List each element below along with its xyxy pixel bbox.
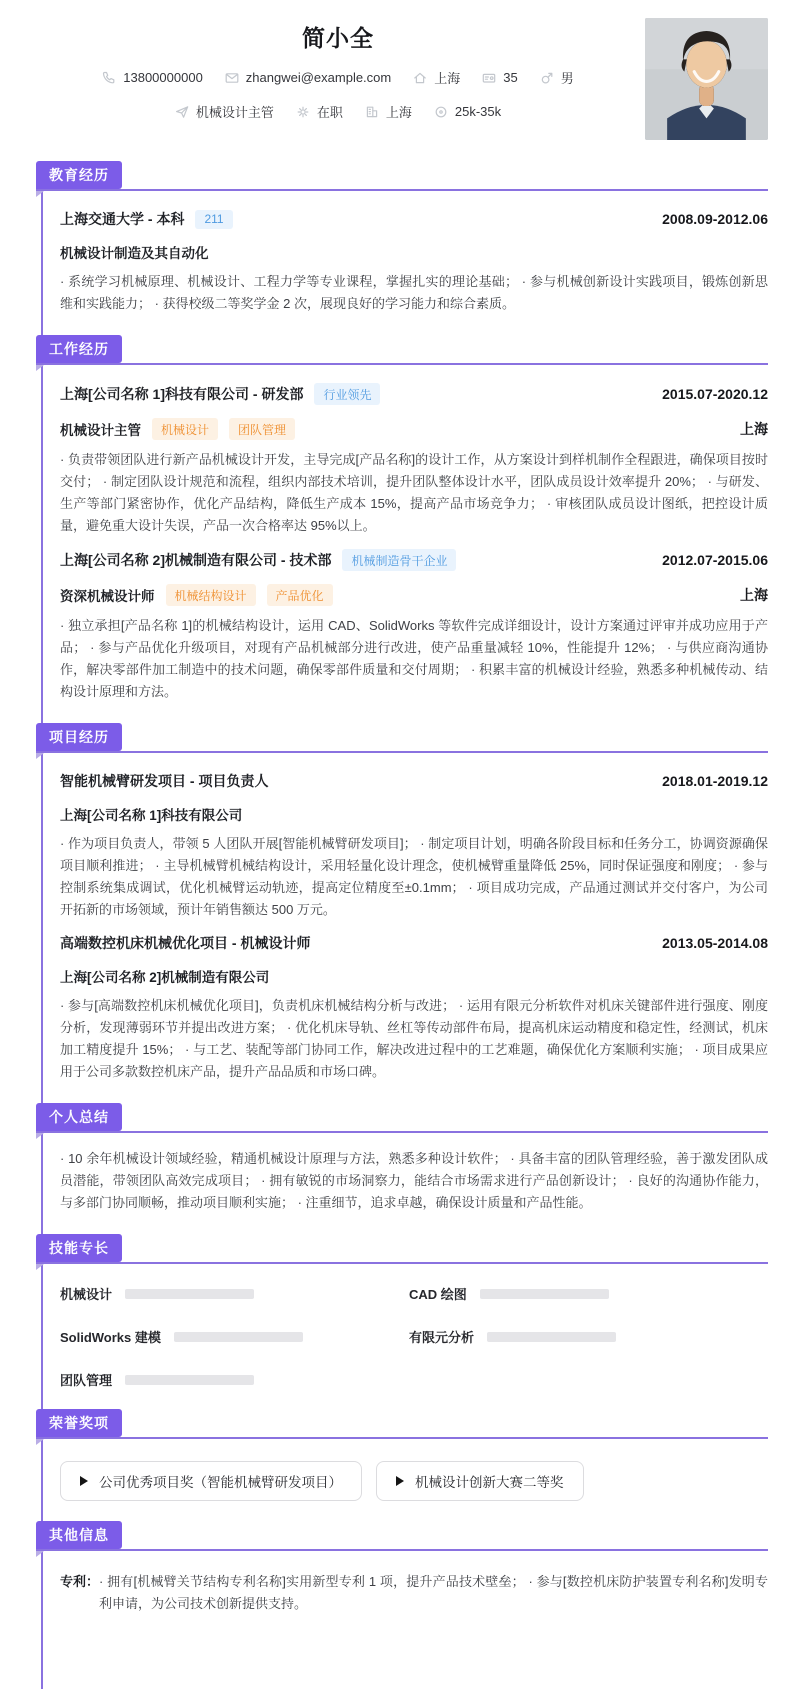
- city-item: [365, 102, 412, 121]
- education-description: · 系统学习机械原理、机械设计、工程力学等专业课程，掌握扎实的理论基础； · 参与机械创新设计实践项目，锻炼创新思维和实践能力； · 获得校级二等奖学金 2 次，展现良好的学习能力和综合素质。: [60, 274, 768, 311]
- section-projects-badge: 项目经历: [36, 723, 122, 751]
- award-chip[interactable]: [60, 1461, 362, 1501]
- status-gear-icon: [296, 105, 310, 119]
- skills-grid: [60, 1284, 768, 1389]
- education-date: 2008.09-2012.06: [662, 211, 768, 227]
- section-awards: [43, 1409, 768, 1521]
- skill-label: SolidWorks 建模: [60, 1330, 161, 1345]
- section-other-badge: 其他信息: [36, 1521, 122, 1549]
- work-description: · 独立承担[产品名称 1]的机械结构设计，运用 CAD、SolidWorks 等软件完成详细设计，设计方案通过评审并成功应用于产品； · 参与产品优化升级项目，对现有产品机械部分进行改进，使产品重量减轻 10%，性能提升 12%； · 与供应商沟通协作，解决零部件加工制造中的技术问题，确保零部件质量和交付周期； · 积累丰富的机械设计经验，熟悉多种机械传动、结构设计原理和方法。: [60, 618, 768, 699]
- play-triangle-icon: [80, 1476, 88, 1486]
- project-date: 2013.05-2014.08: [662, 935, 768, 951]
- job-location: 上海: [740, 587, 768, 603]
- section-other: [43, 1521, 768, 1635]
- section-work-header: [36, 335, 768, 365]
- skill-label: 有限元分析: [409, 1330, 475, 1345]
- skill-item: [60, 1327, 409, 1346]
- skill-item: [409, 1284, 768, 1303]
- section-other-header: [36, 1521, 768, 1551]
- skill-label: CAD 绘图: [409, 1287, 467, 1302]
- section-projects-header: [36, 723, 768, 753]
- job-skill-tag: 机械结构设计: [166, 584, 256, 606]
- position-item: [175, 102, 274, 121]
- section-awards-badge: 荣誉奖项: [36, 1409, 122, 1437]
- school-name: 上海交通大学 - 本科: [60, 211, 185, 227]
- contact-row-1: [0, 68, 676, 87]
- salary-item: [434, 104, 501, 119]
- project-entry-heading: [60, 933, 768, 953]
- section-education-badge: 教育经历: [36, 161, 122, 189]
- skill-item: [60, 1370, 409, 1389]
- email-item: [225, 70, 391, 85]
- section-education-header: [36, 161, 768, 191]
- project-entry: [60, 933, 768, 1083]
- work-entry-heading: [60, 549, 768, 571]
- email-value: zhangwei@example.com: [245, 70, 392, 85]
- job-location: 上海: [740, 421, 768, 437]
- salary-value: 25k-35k: [454, 104, 502, 119]
- education-entry-heading: [60, 209, 768, 229]
- skill-label: 团队管理: [60, 1373, 113, 1388]
- work-date: 2012.07-2015.06: [662, 552, 768, 568]
- job-title: 资深机械设计师: [60, 589, 155, 604]
- project-entry: [60, 771, 768, 921]
- home-icon: [413, 71, 427, 85]
- phone-item: [102, 70, 203, 85]
- contact-row-2: [0, 102, 676, 121]
- position-icon: [175, 105, 189, 119]
- section-skills: [43, 1234, 768, 1409]
- section-skills-header: [36, 1234, 768, 1264]
- company-tag: 行业领先: [314, 383, 380, 405]
- skill-label: 机械设计: [60, 1287, 113, 1302]
- resume-header: [0, 0, 794, 131]
- status-item: [296, 102, 343, 121]
- section-summary-header: [36, 1103, 768, 1133]
- play-triangle-icon: [396, 1476, 404, 1486]
- section-summary-badge: 个人总结: [36, 1103, 122, 1131]
- company-name: 上海[公司名称 1]科技有限公司 - 研发部: [60, 386, 304, 402]
- project-company-row: [60, 966, 768, 986]
- skill-item: [409, 1327, 768, 1346]
- gender-icon: [540, 71, 554, 85]
- location-value: 上海: [434, 71, 461, 86]
- resume-body: [41, 161, 768, 1689]
- work-entry-title-row: [60, 584, 768, 606]
- work-date: 2015.07-2020.12: [662, 386, 768, 402]
- job-skill-tag: 产品优化: [267, 584, 333, 606]
- skill-bar: [125, 1375, 254, 1385]
- section-work-badge: 工作经历: [36, 335, 122, 363]
- award-label: 公司优秀项目奖（智能机械臂研发项目）: [99, 1475, 342, 1490]
- company-tag: 机械制造骨干企业: [342, 549, 456, 571]
- section-summary: [43, 1103, 768, 1234]
- work-entry-title-row: [60, 418, 768, 440]
- mail-icon: [225, 71, 239, 85]
- building-icon: [365, 105, 379, 119]
- school-tag-211: 211: [195, 210, 232, 229]
- status-value: 在职: [316, 105, 343, 120]
- project-title: 智能机械臂研发项目 - 项目负责人: [60, 773, 269, 789]
- profile-photo: [645, 18, 768, 140]
- project-company: 上海[公司名称 1]科技有限公司: [60, 808, 243, 823]
- skill-bar: [480, 1289, 609, 1299]
- award-label: 机械设计创新大赛二等奖: [415, 1475, 564, 1490]
- project-date: 2018.01-2019.12: [662, 773, 768, 789]
- section-education: [43, 161, 768, 335]
- project-entry-heading: [60, 771, 768, 791]
- candidate-name: 简小全: [302, 25, 374, 51]
- skill-item: [60, 1284, 409, 1303]
- patent-label: 专利：: [60, 1574, 100, 1589]
- position-value: 机械设计主管: [195, 105, 274, 120]
- education-major: [60, 242, 768, 262]
- phone-value: 13800000000: [123, 70, 203, 85]
- skill-bar: [487, 1332, 616, 1342]
- skill-bar: [174, 1332, 303, 1342]
- age-value: 35: [503, 70, 518, 85]
- location-item: [413, 68, 460, 87]
- patent-text: · 拥有[机械臂关节结构专利名称]实用新型专利 1 项，提升产品技术壁垒； · 参与[数控机床防护装置专利名称]发明专利申请，为公司技术创新提供支持。: [99, 1574, 768, 1611]
- section-projects: [43, 723, 768, 1103]
- major-name: 机械设计制造及其自动化: [60, 246, 209, 261]
- project-title: 高端数控机床机械优化项目 - 机械设计师: [60, 935, 311, 951]
- summary-description: · 10 余年机械设计领域经验，精通机械设计原理与方法，熟悉多种设计软件； · 具备丰富的团队管理经验，善于激发团队成员潜能，带领团队高效完成项目； · 拥有敏锐的市场洞察力，能结合市场需求进行产品创新设计； · 良好的沟通协作能力，与多部门协同顺畅，推动项目顺利实施； · 注重细节，追求卓越，确保设计质量和产品性能。: [60, 1151, 768, 1210]
- job-skill-tag: 团队管理: [229, 418, 295, 440]
- awards-list: [60, 1461, 768, 1501]
- project-company: 上海[公司名称 2]机械制造有限公司: [60, 970, 270, 985]
- work-entry: [60, 549, 768, 703]
- age-item: [482, 70, 517, 85]
- salary-target-icon: [434, 105, 448, 119]
- company-name: 上海[公司名称 2]机械制造有限公司 - 技术部: [60, 552, 332, 568]
- section-awards-header: [36, 1409, 768, 1439]
- city-value: 上海: [385, 105, 412, 120]
- project-company-row: [60, 804, 768, 824]
- phone-icon: [102, 71, 116, 85]
- age-icon: [482, 71, 496, 85]
- work-entry-heading: [60, 383, 768, 405]
- work-entry: [60, 383, 768, 537]
- award-chip[interactable]: [376, 1461, 584, 1501]
- section-skills-badge: 技能专长: [36, 1234, 122, 1262]
- patent-row: [60, 1571, 768, 1615]
- gender-value: 男: [560, 71, 574, 86]
- section-work: [43, 335, 768, 723]
- gender-item: [540, 68, 574, 87]
- skill-bar: [125, 1289, 254, 1299]
- job-title: 机械设计主管: [60, 423, 141, 438]
- project-description: · 参与[高端数控机床机械优化项目]，负责机床机械结构分析与改进； · 运用有限元分析软件对机床关键部件进行强度、刚度分析，发现薄弱环节并提出改进方案； · 优化机床导轨、丝杠等传动部件布局，提高机床运动精度和稳定性，经测试，机床加工精度提升 15%； · 与工艺、装配等部门协同工作，解决改进过程中的工艺难题，确保优化方案顺利实施； · 项目成果应用于公司多款数控机床产品，提升产品品质和市场口碑。: [60, 998, 768, 1079]
- work-description: · 负责带领团队进行新产品机械设计开发，主导完成[产品名称]的设计工作，从方案设计到样机制作全程跟进，确保项目按时交付； · 制定团队设计规范和流程，组织内部技术培训，提升团队整体设计水平，团队成员设计效率提升 20%； · 与研发、生产等部门紧密协作，优化产品结构，降低生产成本 15%，提高产品市场竞争力； · 审核团队成员设计图纸，把控设计质量，避免重大设计失误，产品一次合格率达 95%以上。: [60, 452, 768, 533]
- job-skill-tag: 机械设计: [152, 418, 218, 440]
- project-description: · 作为项目负责人，带领 5 人团队开展[智能机械臂研发项目]； · 制定项目计划，明确各阶段目标和任务分工，协调资源确保项目顺利推进； · 主导机械臂机械结构设计，采用轻量化设计理念，使机械臂重量降低 25%，同时保证强度和刚度； · 参与控制系统集成调试，优化机械臂运动轨迹，提高定位精度至±0.1mm； · 项目成功完成，产品通过测试并交付客户，为公司开拓新的市场领域，预计年销售额达 500 万元。: [60, 836, 768, 917]
